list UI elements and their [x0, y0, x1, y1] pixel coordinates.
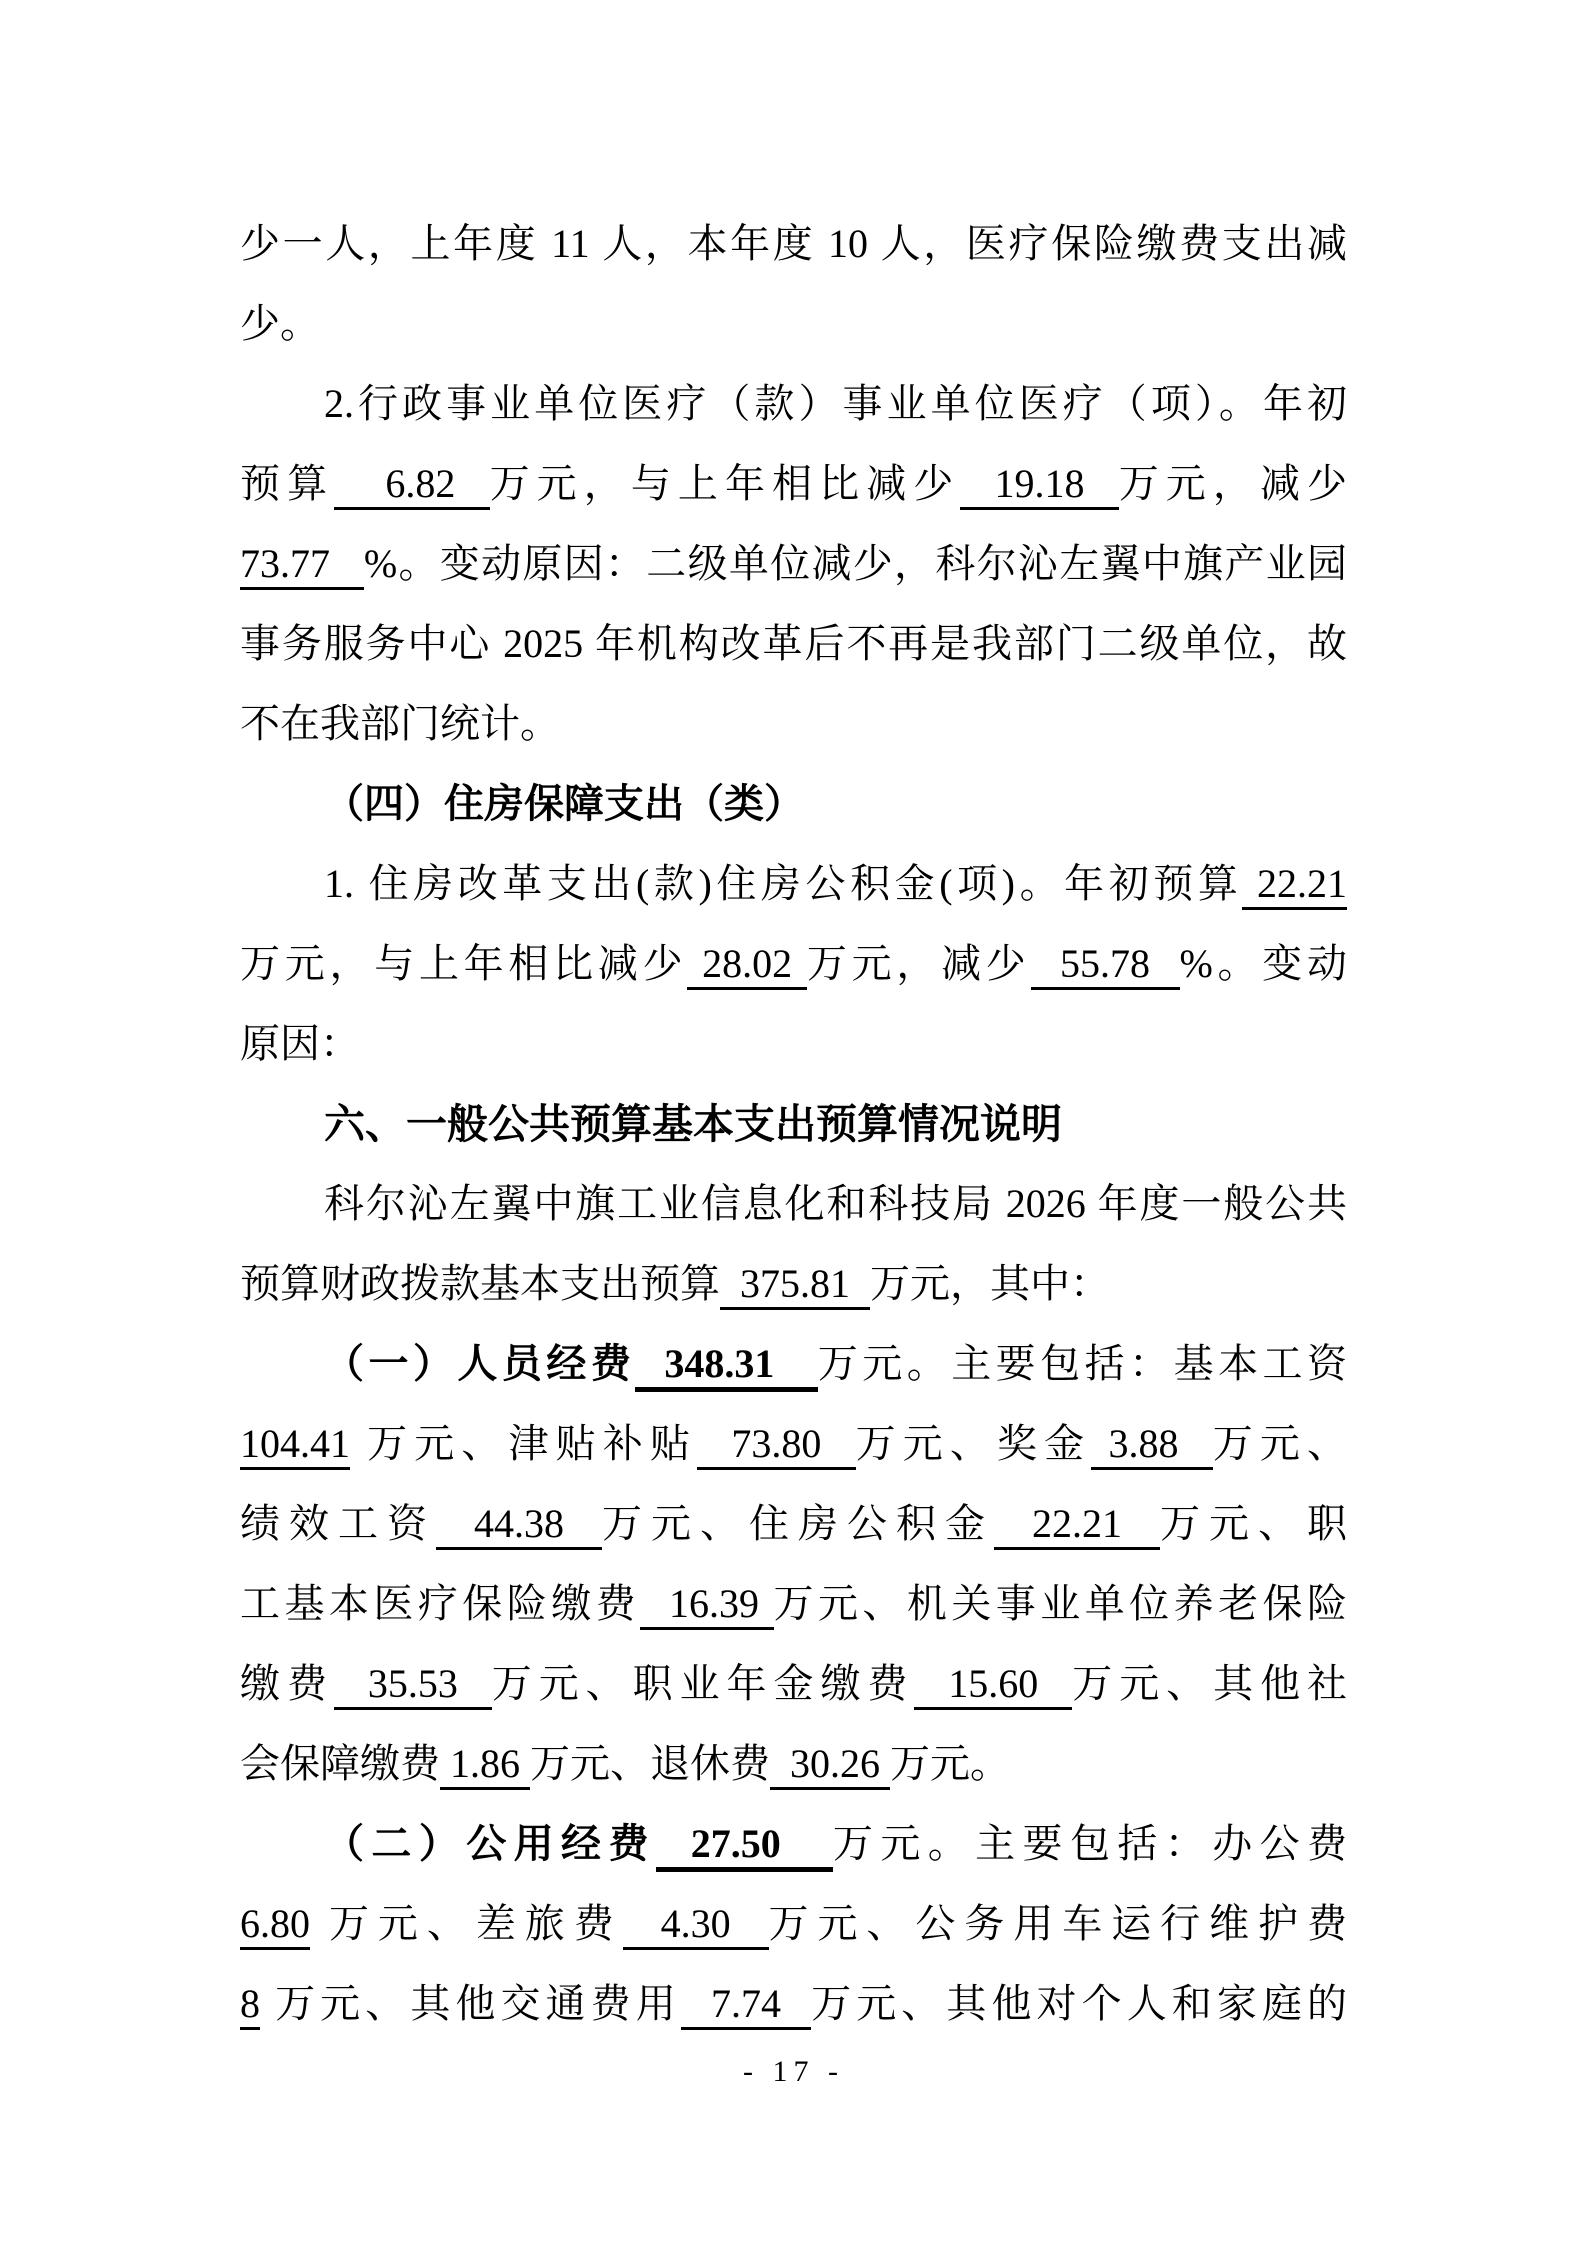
text-run: 会保障缴费	[240, 1741, 440, 1786]
underlined-value: 16.39	[640, 1581, 773, 1630]
body-line	[240, 1644, 1347, 1724]
body-line	[240, 1964, 1347, 2044]
text-run: 工基本医疗保险缴费	[240, 1581, 641, 1626]
body-line	[240, 364, 1347, 444]
text-run: 万元、职业年金缴费	[491, 1661, 915, 1706]
text-run: 万元、退休费	[530, 1741, 770, 1786]
body-line	[240, 604, 1347, 684]
text-run: 万元，减少	[806, 941, 1031, 986]
text-run: 万元，与上年相比减少	[240, 941, 688, 986]
body-line	[240, 284, 1347, 364]
page-number: - 17 -	[743, 2055, 844, 2088]
body-line	[240, 1324, 1347, 1404]
text-run: 缴费	[240, 1661, 334, 1706]
section-heading-text: （四）住房保障支出（类）	[324, 781, 804, 826]
body-line	[240, 684, 1347, 764]
text-run: 事务服务中心 2025 年机构改革后不再是我部门二级单位，故	[240, 621, 1347, 666]
text-run: 绩效工资	[240, 1501, 436, 1546]
text-run: 预算财政拨款基本支出预算	[240, 1261, 720, 1306]
underlined-value: 348.31	[635, 1341, 817, 1392]
text-run: 万元，与上年相比减少	[489, 461, 961, 506]
body-line	[240, 204, 1347, 284]
text-run: 万元、其他对个人和家庭的	[811, 1981, 1347, 2026]
text-run: 科尔沁左翼中旗工业信息化和科技局 2026 年度一般公共	[324, 1181, 1347, 1226]
body-line	[240, 524, 1347, 604]
body-line	[240, 1724, 1347, 1804]
body-line	[240, 1884, 1347, 1964]
underlined-value: 19.18	[960, 461, 1118, 510]
text-run: 万元、津贴补贴	[350, 1421, 698, 1466]
underlined-value: 6.82	[334, 461, 489, 510]
body-line	[240, 1404, 1347, 1484]
text-run: 万元。主要包括：办公费	[832, 1821, 1347, 1866]
body-line	[240, 924, 1347, 1004]
body-line	[240, 444, 1347, 524]
body-line	[240, 1804, 1347, 1884]
underlined-value: 4.30	[623, 1901, 769, 1950]
underlined-value: 44.38	[436, 1501, 602, 1550]
underlined-value: 375.81	[720, 1261, 870, 1310]
text-run: 1. 住房改革支出(款)住房公积金(项)。年初预算	[324, 861, 1243, 906]
underlined-value: 3.88	[1091, 1421, 1212, 1470]
underlined-value: 73.80	[697, 1421, 856, 1470]
text-run: 万元、机关事业单位养老保险	[773, 1581, 1347, 1626]
text-run: 万元。	[890, 1741, 1010, 1786]
text-run: 万元、差旅费	[310, 1901, 623, 1946]
text-run: 万元，减少	[1118, 461, 1347, 506]
underlined-value: 15.60	[914, 1661, 1072, 1710]
text-run: 万元、公务用车运行维护费	[768, 1901, 1347, 1946]
underlined-value: 30.26	[770, 1741, 890, 1790]
body-line	[240, 1164, 1347, 1244]
underlined-value: 73.77	[240, 541, 364, 590]
underlined-value: 55.78	[1031, 941, 1180, 990]
underlined-value: 35.53	[334, 1661, 492, 1710]
text-run: 少。	[240, 301, 320, 346]
underlined-value: 104.41	[240, 1421, 350, 1470]
text-run: 万元、	[1212, 1421, 1347, 1466]
text-run: 万元、住房公积金	[602, 1501, 994, 1546]
underlined-value: 27.50	[656, 1821, 833, 1872]
section-heading-text: （一）人员经费	[324, 1341, 636, 1386]
text-run: 万元、其他交通费用	[260, 1981, 681, 2026]
underlined-value: 28.02	[687, 941, 806, 990]
body-line	[240, 1004, 1347, 1084]
text-run: 万元、奖金	[855, 1421, 1092, 1466]
text-run: %。变动	[1179, 941, 1347, 986]
text-run: 万元、其他社	[1072, 1661, 1347, 1706]
text-run: 万元。主要包括：基本工资	[817, 1341, 1347, 1386]
chapter-heading-text: 六、一般公共预算基本支出预算情况说明	[324, 1101, 1062, 1147]
underlined-value: 22.21	[994, 1501, 1160, 1550]
text-run: 万元、职	[1160, 1501, 1347, 1546]
body-line	[240, 1244, 1347, 1324]
underlined-value: 22.21	[1242, 861, 1347, 910]
underlined-value: 1.86	[440, 1741, 530, 1790]
text-run: 原因：	[240, 1021, 360, 1066]
body-line	[240, 844, 1347, 924]
text-run: %。变动原因：二级单位减少，科尔沁左翼中旗产业园	[363, 541, 1347, 586]
text-run: 预算	[240, 461, 335, 506]
text-run: 不在我部门统计。	[240, 701, 560, 746]
section-heading-line	[240, 764, 1347, 844]
text-run: 万元，其中：	[870, 1261, 1110, 1306]
chapter-heading-line	[240, 1084, 1347, 1164]
underlined-value: 8	[240, 1981, 260, 2030]
body-line	[240, 1484, 1347, 1564]
section-heading-text: （二）公用经费	[324, 1821, 656, 1866]
body-line	[240, 1564, 1347, 1644]
underlined-value: 7.74	[681, 1981, 811, 2030]
underlined-value: 6.80	[240, 1901, 310, 1950]
text-run: 2.行政事业单位医疗（款）事业单位医疗（项）。年初	[324, 381, 1347, 426]
text-run: 少一人，上年度 11 人，本年度 10 人，医疗保险缴费支出减	[240, 221, 1347, 266]
